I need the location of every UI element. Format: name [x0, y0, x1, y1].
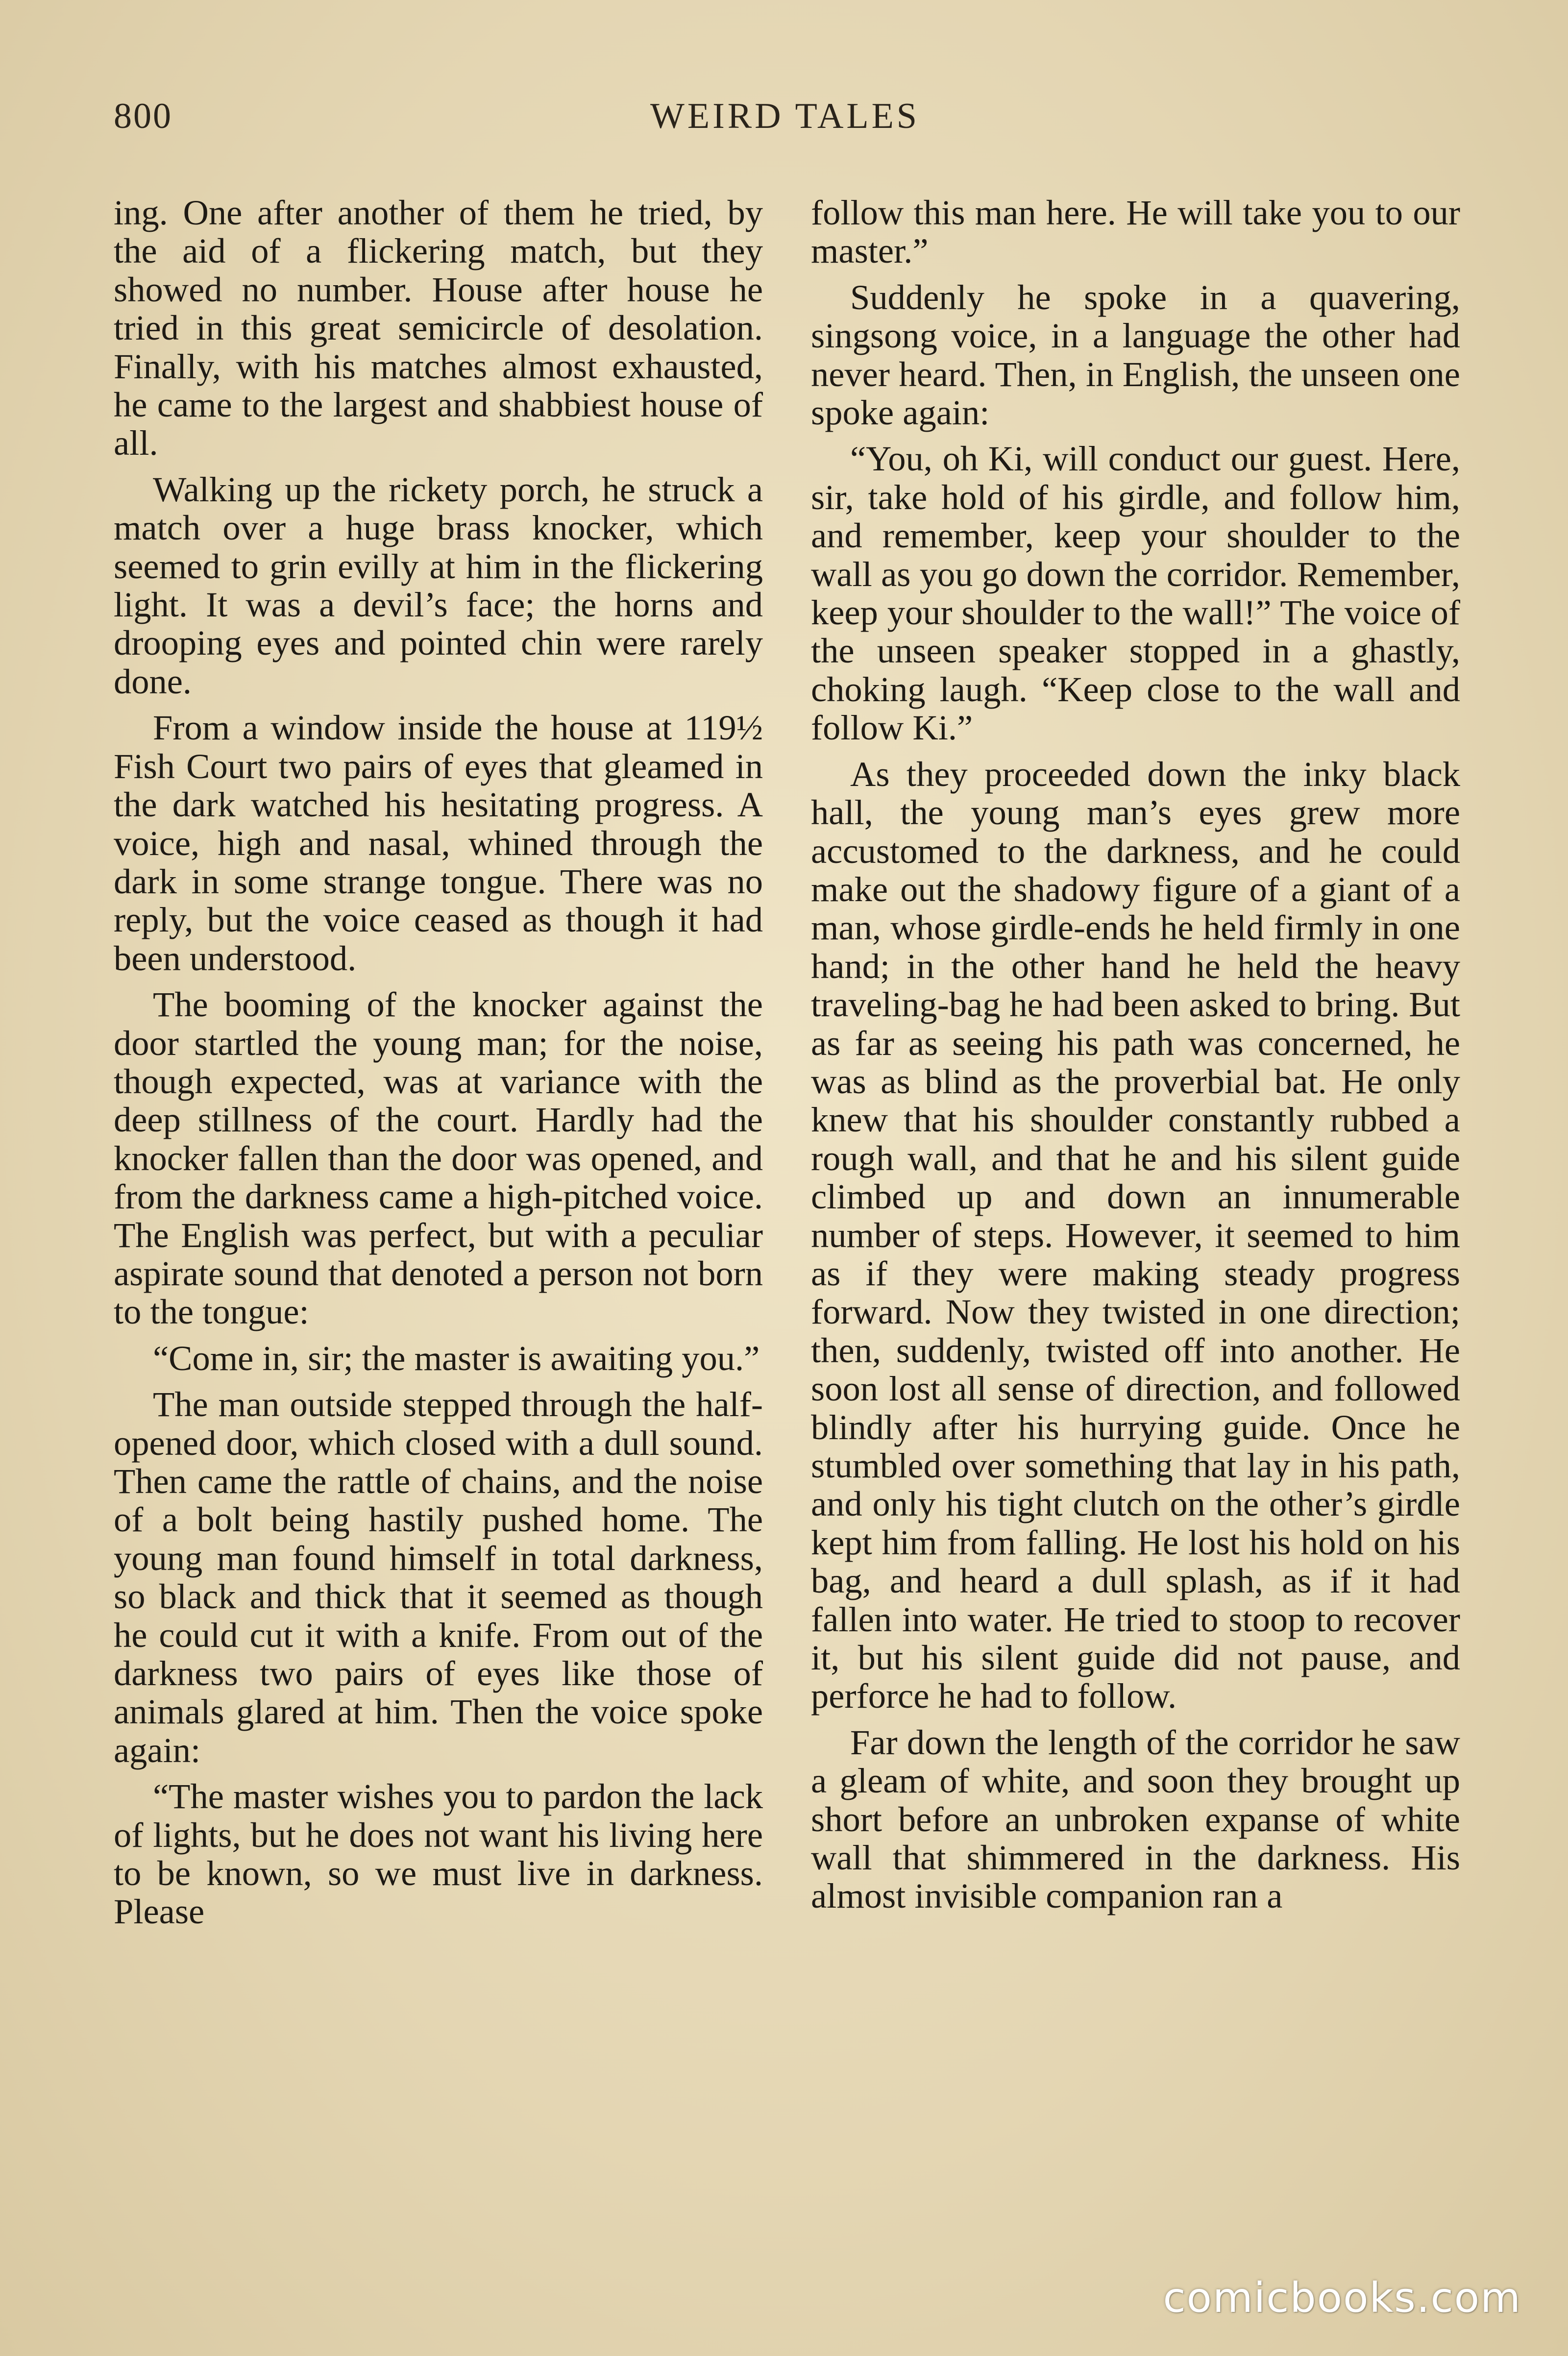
- paragraph: The man outside stepped through the half-opened door, which closed with a dull sound. Then came the rattle of chains, and the noise of a bolt being hastily pushed home. The young man found himself in total darkness, so black and thick that it seemed as though he could cut it with a knife. From out of the darkness two pairs of eyes like those of animals glared at him. Then the voice spoke again:: [114, 1384, 763, 1770]
- paragraph: Far down the length of the corridor he saw a gleam of white, and soon they brought up short before an unbroken expanse of white wall that shimmered in the darkness. His almost invisible companion ran a: [811, 1722, 1460, 1916]
- paragraph: follow this man here. He will take you to our master.”: [811, 193, 1460, 271]
- paragraph: “The master wishes you to pardon the lack of lights, but he does not want his living here to be known, so we must live in darkness. Please: [114, 1776, 763, 1932]
- right-column: [811, 194, 1460, 1915]
- paragraph: Walking up the rickety porch, he struck a match over a huge brass knocker, which seemed to grin evilly at him in the flickering light. It was a devil’s face; the horns and drooping eyes and pointed chin were rarely done.: [114, 469, 763, 701]
- running-header: [114, 96, 1456, 140]
- page-number: 800: [114, 96, 172, 136]
- paragraph: The booming of the knocker against the door startled the young man; for the noise, though expected, was at variance with the deep stillness of the court. Hardly had the knocker fallen than the door was opened, and from the darkness came a high-pitched voice. The English was perfect, but with a peculiar aspirate sound that denoted a person not born to the tongue:: [114, 984, 763, 1332]
- paragraph: ing. One after another of them he tried, by the aid of a flickering match, but they showed no number. House after house he tried in this great semicircle of desolation. Finally, with his matches almost exhausted, he came to the largest and shabbiest house of all.: [114, 193, 763, 463]
- paragraph: Suddenly he spoke in a quavering, singsong voice, in a language the other had never heard. Then, in English, the unseen one spoke again:: [811, 277, 1460, 433]
- magazine-title: WEIRD TALES: [650, 96, 920, 136]
- paragraph: As they proceeded down the inky black hall, the young man’s eyes grew more accustomed to the darkness, and he could make out the shadowy figure of a giant of a man, whose girdle-ends he held firmly in one hand; in the other hand he held the heavy traveling-bag he had been asked to bring. But as far as seeing his path was concerned, he was as blind as the proverbial bat. He only knew that his shoulder constantly rubbed a rough wall, and that he and his silent guide climbed up and down an innumerable number of steps. However, it seemed to him as if they were making steady progress forward. Now they twisted in one direction; then, suddenly, twisted off into another. He soon lost all sense of direction, and followed blindly after his hurrying guide. Once he stumbled over something that lay in his path, and only his tight clutch on the other’s girdle kept him from falling. He lost his hold on his bag, and heard a dull splash, as if it had fallen into water. He tried to stoop to recover it, but his silent guide did not pause, and perforce he had to follow.: [811, 754, 1460, 1716]
- paragraph: From a window inside the house at 119½ Fish Court two pairs of eyes that gleamed in the dark watched his hesitating progress. A voice, high and nasal, whined through the dark in some strange tongue. There was no reply, but the voice ceased as though it had been understood.: [114, 708, 763, 978]
- paragraph: “You, oh Ki, will conduct our guest. Here, sir, take hold of his girdle, and follow him, and remember, keep your shoulder to the wall as you go down the corridor. Remember, keep your shoulder to the wall!” The voice of the unseen speaker stopped in a ghastly, choking laugh. “Keep close to the wall and follow Ki.”: [811, 439, 1460, 748]
- left-column: [114, 194, 763, 1931]
- watermark: comicbooks.com: [1163, 2274, 1521, 2322]
- paragraph: “Come in, sir; the master is awaiting you.”: [153, 1338, 760, 1378]
